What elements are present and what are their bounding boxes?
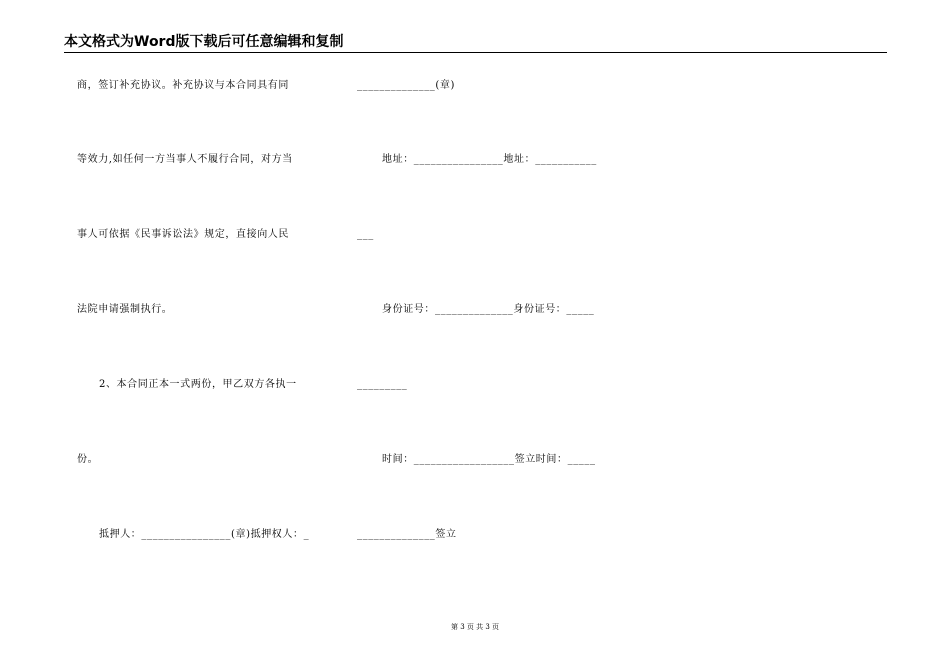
body-text-line: 商，签订补充协议。补充协议与本合同具有同 [77, 80, 289, 91]
mortgagor-signature-line: 抵押人：________________(章)抵押权人：_ [99, 529, 310, 540]
body-text-line: 2、本合同正本一式两份，甲乙双方各执一 [99, 379, 297, 390]
document-header-title: 本文格式为Word版下载后可任意编辑和复制 [64, 34, 344, 50]
seal-line: ______________(章) [357, 80, 456, 91]
address-line: 地址：________________地址：___________ [382, 154, 597, 165]
body-text-line: 等效力,如任何一方当事人不履行合同，对方当 [77, 154, 293, 165]
signing-line: ______________签立 [357, 529, 457, 540]
body-text-line: 事人可依据《民事诉讼法》规定，直接向人民 [77, 229, 289, 240]
body-text-line: 份。 [77, 454, 99, 465]
page-number-footer: 第 3 页 共 3 页 [450, 623, 500, 631]
id-number-line: 身份证号：______________身份证号：_____ [382, 304, 595, 315]
blank-line: _________ [357, 379, 408, 390]
body-text-line: 法院申请强制执行。 [77, 304, 173, 315]
header-divider [64, 52, 887, 53]
blank-line: ___ [357, 229, 374, 240]
date-line: 时间：__________________签立时间：_____ [382, 454, 596, 465]
